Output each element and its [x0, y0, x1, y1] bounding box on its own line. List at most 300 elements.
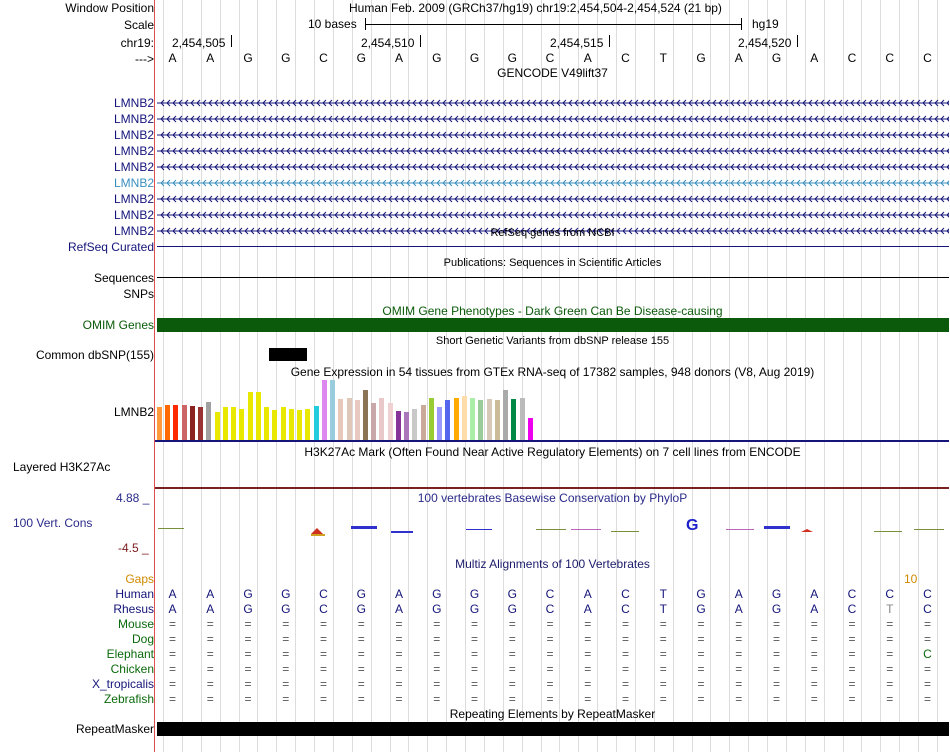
multiz-base: = [735, 632, 743, 646]
gtex-bar[interactable] [396, 411, 401, 440]
cons-mark [571, 529, 601, 530]
omim-title: OMIM Gene Phenotypes - Dark Green Can Be Disease-causing [382, 304, 723, 318]
gencode-gene-label[interactable]: LMNB2 [113, 208, 154, 222]
multiz-base: T [659, 587, 667, 601]
cons-mark [158, 528, 184, 529]
cons-mark [764, 526, 790, 529]
multiz-base: = [697, 692, 705, 706]
gaps-value: 10 [904, 572, 918, 586]
multiz-base: = [546, 632, 554, 646]
base-letter: C [923, 51, 932, 65]
multiz-base: = [848, 617, 856, 631]
multiz-base: = [546, 677, 554, 691]
multiz-base: = [282, 647, 290, 661]
multiz-species-label[interactable]: Rhesus [113, 602, 154, 616]
multiz-base: = [584, 632, 592, 646]
multiz-base: = [433, 692, 441, 706]
multiz-base: A [583, 587, 592, 601]
multiz-base: = [319, 617, 327, 631]
multiz-base: = [735, 662, 743, 676]
multiz-base: = [395, 647, 403, 661]
dbsnp-variant[interactable] [269, 348, 307, 361]
multiz-base: = [244, 662, 252, 676]
tick-label: 2,454,515 [550, 36, 604, 50]
repeat-bar[interactable] [157, 722, 949, 736]
multiz-base: = [433, 632, 441, 646]
scale-label[interactable]: Scale [123, 18, 154, 32]
gtex-bar[interactable] [223, 407, 228, 440]
cons-mark [311, 534, 325, 536]
multiz-base: = [923, 677, 931, 691]
gtex-baseline [155, 440, 949, 442]
gencode-transcript[interactable] [157, 208, 949, 222]
multiz-base: = [886, 677, 894, 691]
multiz-base: = [810, 677, 818, 691]
multiz-base: = [244, 647, 252, 661]
multiz-base: = [659, 662, 667, 676]
multiz-base: = [244, 617, 252, 631]
multiz-base: = [697, 632, 705, 646]
gtex-bar[interactable] [173, 405, 178, 440]
tick-mark [609, 35, 610, 47]
multiz-base: T [659, 602, 667, 616]
multiz-base: = [621, 632, 629, 646]
gencode-gene-label[interactable]: LMNB2 [113, 128, 154, 142]
cons-label[interactable]: 100 Vert. Cons [13, 516, 93, 530]
multiz-base: C [885, 587, 895, 601]
gtex-bar[interactable] [165, 405, 170, 440]
multiz-species-label[interactable]: X_tropicalis [91, 677, 154, 691]
gtex-bar[interactable] [355, 400, 360, 440]
cons-mark [914, 529, 944, 530]
multiz-base: = [886, 632, 894, 646]
gtex-bar[interactable] [264, 407, 269, 440]
multiz-base: A [810, 587, 819, 601]
base-letter: C [545, 51, 555, 65]
multiz-base: = [697, 677, 705, 691]
gtex-bar[interactable] [281, 407, 286, 440]
gtex-bar[interactable] [248, 392, 253, 440]
multiz-base: A [394, 587, 403, 601]
gtex-bar[interactable] [470, 398, 475, 440]
gtex-bar[interactable] [322, 380, 327, 440]
multiz-base: = [546, 662, 554, 676]
snps-label[interactable]: SNPs [123, 287, 154, 301]
multiz-base: = [772, 692, 780, 706]
multiz-base: = [470, 647, 478, 661]
multiz-base: G [507, 602, 517, 616]
gtex-bar[interactable] [231, 407, 236, 440]
gtex-bar[interactable] [478, 400, 483, 440]
multiz-base: = [584, 662, 592, 676]
multiz-base: = [357, 692, 365, 706]
multiz-base: G [507, 587, 517, 601]
gtex-bar[interactable] [379, 398, 384, 440]
refseq-label[interactable]: RefSeq Curated [67, 240, 154, 254]
multiz-species-label[interactable]: Zebrafish [103, 692, 154, 706]
multiz-base: = [735, 647, 743, 661]
multiz-base: = [546, 692, 554, 706]
gtex-bar[interactable] [198, 407, 203, 440]
gtex-bar[interactable] [206, 402, 211, 440]
dbsnp-label[interactable]: Common dbSNP(155) [35, 348, 154, 362]
multiz-base: = [735, 677, 743, 691]
multiz-base: = [659, 632, 667, 646]
gtex-bar[interactable] [314, 406, 319, 440]
multiz-base: T [886, 602, 894, 616]
multiz-base: C [621, 587, 630, 601]
multiz-base: = [772, 662, 780, 676]
multiz-base: = [508, 647, 516, 661]
base-letter: A [394, 51, 403, 65]
gtex-bar[interactable] [239, 409, 244, 440]
multiz-base: = [357, 617, 365, 631]
strand-label: ---> [135, 52, 154, 66]
gencode-transcript[interactable] [157, 112, 949, 126]
multiz-base: C [545, 587, 555, 601]
base-sequence [156, 51, 949, 65]
cons-mark [391, 531, 413, 533]
multiz-base: = [433, 677, 441, 691]
multiz-base: G [356, 587, 366, 601]
multiz-base: A [810, 602, 819, 616]
multiz-base: = [659, 617, 667, 631]
multiz-base: A [734, 587, 743, 601]
scale-text: 10 bases [308, 17, 357, 31]
gencode-gene-label[interactable]: LMNB2 [113, 224, 154, 238]
multiz-base: = [697, 647, 705, 661]
multiz-base: = [659, 677, 667, 691]
multiz-base: G [696, 602, 706, 616]
multiz-base: = [848, 677, 856, 691]
gtex-bar[interactable] [371, 403, 376, 440]
multiz-base: G [243, 602, 253, 616]
base-letter: A [583, 51, 592, 65]
multiz-base: = [584, 647, 592, 661]
multiz-base: = [168, 677, 176, 691]
multiz-base: = [206, 692, 214, 706]
h3k27-baseline [155, 487, 949, 489]
multiz-base: = [168, 662, 176, 676]
gencode-gene-label[interactable]: LMNB2 [113, 160, 154, 174]
multiz-species-label[interactable]: Dog [131, 632, 154, 646]
multiz-base: = [735, 617, 743, 631]
multiz-base: = [848, 692, 856, 706]
cons-mark: G [686, 517, 699, 534]
multiz-base: C [319, 602, 328, 616]
multiz-base: = [319, 632, 327, 646]
multiz-base: = [923, 632, 931, 646]
multiz-base: = [508, 632, 516, 646]
multiz-base: = [357, 662, 365, 676]
multiz-base: A [206, 602, 215, 616]
gtex-bar[interactable] [404, 412, 409, 440]
multiz-base: G [281, 602, 291, 616]
multiz-base: = [810, 617, 818, 631]
multiz-base: = [772, 647, 780, 661]
gtex-bar[interactable] [215, 412, 220, 440]
multiz-base: A [206, 587, 215, 601]
gencode-transcript[interactable] [157, 176, 949, 190]
cons-mark [611, 531, 639, 532]
base-letter: C [621, 51, 630, 65]
gtex-bar[interactable] [445, 400, 450, 440]
cons-mark [726, 529, 754, 530]
cons-mark [874, 531, 902, 532]
multiz-base: = [206, 662, 214, 676]
multiz-base: C [923, 587, 932, 601]
gaps-label[interactable]: Gaps [125, 572, 154, 586]
multiz-base: = [395, 617, 403, 631]
gtex-bar[interactable] [289, 409, 294, 440]
cons-mark [311, 528, 323, 534]
gtex-bar[interactable] [388, 403, 393, 440]
gtex-bar[interactable] [305, 409, 310, 440]
pubs-label[interactable]: Sequences [93, 271, 154, 285]
gtex-bar[interactable] [190, 406, 195, 440]
gtex-bar[interactable] [421, 405, 426, 440]
gtex-bar[interactable] [330, 380, 335, 440]
cons-ymin: -4.5 _ [118, 541, 149, 555]
multiz-base: = [470, 692, 478, 706]
gtex-bar[interactable] [503, 390, 508, 440]
gtex-bar[interactable] [297, 410, 302, 440]
tick-mark [797, 35, 798, 47]
multiz-base: = [886, 617, 894, 631]
gencode-transcript[interactable] [157, 128, 949, 142]
base-letter: G [432, 51, 442, 65]
multiz-base: = [848, 632, 856, 646]
gtex-bar[interactable] [347, 398, 352, 440]
multiz-base: = [244, 677, 252, 691]
multiz-base: = [282, 662, 290, 676]
multiz-base: = [546, 647, 554, 661]
base-letter: G [771, 51, 782, 65]
multiz-species-label[interactable]: Human [115, 587, 154, 601]
multiz-base: = [546, 617, 554, 631]
multiz-base: G [432, 602, 442, 616]
multiz-base: = [735, 692, 743, 706]
multiz-base: G [243, 587, 253, 601]
gencode-gene-label[interactable]: LMNB2 [113, 192, 154, 206]
multiz-base: = [659, 692, 667, 706]
multiz-base: G [469, 602, 480, 616]
multiz-base: = [206, 617, 214, 631]
multiz-base: C [621, 602, 630, 616]
multiz-base: = [168, 647, 176, 661]
multiz-base: A [734, 602, 743, 616]
multiz-base: G [771, 587, 782, 601]
multiz-base: = [621, 617, 629, 631]
gtex-bar[interactable] [338, 399, 343, 440]
base-letter: G [243, 51, 253, 65]
multiz-base: = [168, 692, 176, 706]
base-letter: A [810, 51, 819, 65]
gtex-bar[interactable] [429, 398, 434, 440]
multiz-base: C [545, 602, 555, 616]
window-position-text: Human Feb. 2009 (GRCh37/hg19) chr19:2,454,504-2,454,524 (21 bp) [349, 1, 722, 15]
refseq-title: RefSeq genes from NCBI [490, 227, 615, 239]
multiz-base: = [886, 647, 894, 661]
base-letter: A [206, 51, 215, 65]
multiz-base: = [772, 617, 780, 631]
pubs-title: Publications: Sequences in Scientific Articles [443, 257, 662, 269]
gencode-gene-label[interactable]: LMNB2 [113, 144, 154, 158]
gtex-bar[interactable] [182, 405, 187, 440]
repeat-label[interactable]: RepeatMasker [75, 722, 154, 736]
cons-logo[interactable] [156, 515, 949, 541]
multiz-species-label[interactable]: Elephant [106, 647, 154, 661]
window-position-label[interactable]: Window Position [65, 1, 154, 15]
multiz-base: = [357, 647, 365, 661]
multiz-base: = [470, 662, 478, 676]
multiz-base: = [282, 692, 290, 706]
scale-bar-right [741, 18, 742, 30]
multiz-base: C [923, 602, 932, 616]
base-letter: G [356, 51, 366, 65]
multiz-base: C [923, 647, 932, 661]
tick-mark [420, 35, 421, 47]
multiz-base: = [923, 692, 931, 706]
multiz-base: = [433, 647, 441, 661]
omim-bar[interactable] [157, 318, 949, 332]
multiz-base: A [394, 602, 403, 616]
multiz-base: G [696, 587, 706, 601]
assembly-label: hg19 [752, 17, 779, 31]
tick-label: 2,454,510 [361, 36, 415, 50]
base-letter: G [281, 51, 291, 65]
multiz-base: = [470, 617, 478, 631]
gencode-transcript[interactable] [157, 96, 949, 110]
multiz-base: = [621, 662, 629, 676]
base-letter: G [469, 51, 480, 65]
multiz-base: G [771, 602, 782, 616]
multiz-base: = [923, 617, 931, 631]
gtex-bar[interactable] [272, 410, 277, 440]
refseq-gene-line[interactable] [157, 246, 949, 247]
multiz-base: = [886, 692, 894, 706]
gtex-bar[interactable] [363, 390, 368, 440]
gtex-bar[interactable] [437, 407, 442, 440]
gtex-bar[interactable] [520, 398, 525, 440]
gtex-bar[interactable] [511, 399, 516, 440]
multiz-base: = [772, 632, 780, 646]
gencode-gene-label[interactable]: LMNB2 [113, 176, 154, 190]
multiz-base: = [433, 617, 441, 631]
multiz-base: = [206, 632, 214, 646]
multiz-base: = [584, 677, 592, 691]
multiz-base: = [319, 647, 327, 661]
gtex-bar[interactable] [462, 396, 467, 440]
scale-bar [365, 24, 741, 25]
multiz-title: Multiz Alignments of 100 Vertebrates [455, 557, 650, 571]
multiz-base: = [621, 677, 629, 691]
gtex-bar[interactable] [528, 418, 533, 440]
multiz-base: = [923, 662, 931, 676]
multiz-base: = [282, 677, 290, 691]
multiz-base: = [697, 617, 705, 631]
omim-label[interactable]: OMIM Genes [82, 318, 154, 332]
dbsnp-title: Short Genetic Variants from dbSNP release 155 [435, 335, 670, 347]
multiz-base: = [206, 677, 214, 691]
chr-label[interactable]: chr19: [120, 36, 154, 50]
base-letter: G [507, 51, 517, 65]
multiz-base: = [282, 632, 290, 646]
gtex-bar[interactable] [487, 399, 492, 440]
multiz-base: = [357, 677, 365, 691]
gtex-bar[interactable] [256, 392, 261, 440]
base-letter: C [319, 51, 328, 65]
multiz-base: = [357, 632, 365, 646]
multiz-base: C [319, 587, 328, 601]
multiz-base: = [395, 677, 403, 691]
gtex-bar[interactable] [495, 400, 500, 440]
base-letter: C [885, 51, 895, 65]
cons-title: 100 vertebrates Basewise Conservation by PhyloP [417, 491, 688, 505]
multiz-base: = [470, 677, 478, 691]
multiz-base: = [470, 632, 478, 646]
multiz-base: = [848, 662, 856, 676]
multiz-base: = [584, 617, 592, 631]
cons-mark [466, 529, 492, 530]
multiz-base: = [395, 662, 403, 676]
base-letter: G [696, 51, 706, 65]
gencode-title: GENCODE V49lift37 [497, 66, 608, 80]
multiz-base: = [584, 692, 592, 706]
tick-label: 2,454,520 [738, 36, 792, 50]
gencode-transcript[interactable] [157, 144, 949, 158]
multiz-base: = [395, 692, 403, 706]
multiz-base: = [168, 617, 176, 631]
multiz-base: = [697, 662, 705, 676]
cons-mark [351, 526, 377, 529]
track-divider [154, 0, 155, 752]
multiz-base: A [583, 602, 592, 616]
gtex-bar[interactable] [412, 409, 417, 440]
multiz-base: A [168, 602, 177, 616]
h3k27-label[interactable]: Layered H3K27Ac [13, 460, 111, 474]
base-letter: T [659, 51, 667, 65]
multiz-base: A [168, 587, 177, 601]
gencode-transcript[interactable] [157, 192, 949, 206]
multiz-base: = [508, 692, 516, 706]
gencode-gene-label[interactable]: LMNB2 [113, 96, 154, 110]
multiz-species-label[interactable]: Chicken [110, 662, 154, 676]
gencode-transcript[interactable] [157, 160, 949, 174]
multiz-base: = [659, 647, 667, 661]
multiz-base: = [508, 677, 516, 691]
multiz-base: = [621, 692, 629, 706]
base-letter: A [734, 51, 743, 65]
multiz-base: = [168, 632, 176, 646]
pubs-line[interactable] [157, 277, 949, 278]
multiz-base: G [356, 602, 366, 616]
h3k27-title: H3K27Ac Mark (Often Found Near Active Regulatory Elements) on 7 cell lines from ENCODE [304, 445, 801, 459]
tick-label: 2,454,505 [172, 36, 226, 50]
multiz-base: = [206, 647, 214, 661]
repeat-title: Repeating Elements by RepeatMasker [449, 707, 656, 721]
gencode-gene-label[interactable]: LMNB2 [113, 112, 154, 126]
multiz-base: = [244, 692, 252, 706]
cons-ymax: 4.88 _ [116, 491, 150, 505]
gtex-title: Gene Expression in 54 tissues from GTEx RNA-seq of 17382 samples, 948 donors (V8, Aug 2019) [290, 365, 815, 379]
multiz-species-label[interactable]: Mouse [117, 617, 154, 631]
multiz-base: C [847, 602, 857, 616]
gtex-label[interactable]: LMNB2 [113, 405, 154, 419]
multiz-base: = [848, 647, 856, 661]
gtex-bar[interactable] [454, 398, 459, 440]
gtex-bar[interactable] [157, 407, 162, 440]
